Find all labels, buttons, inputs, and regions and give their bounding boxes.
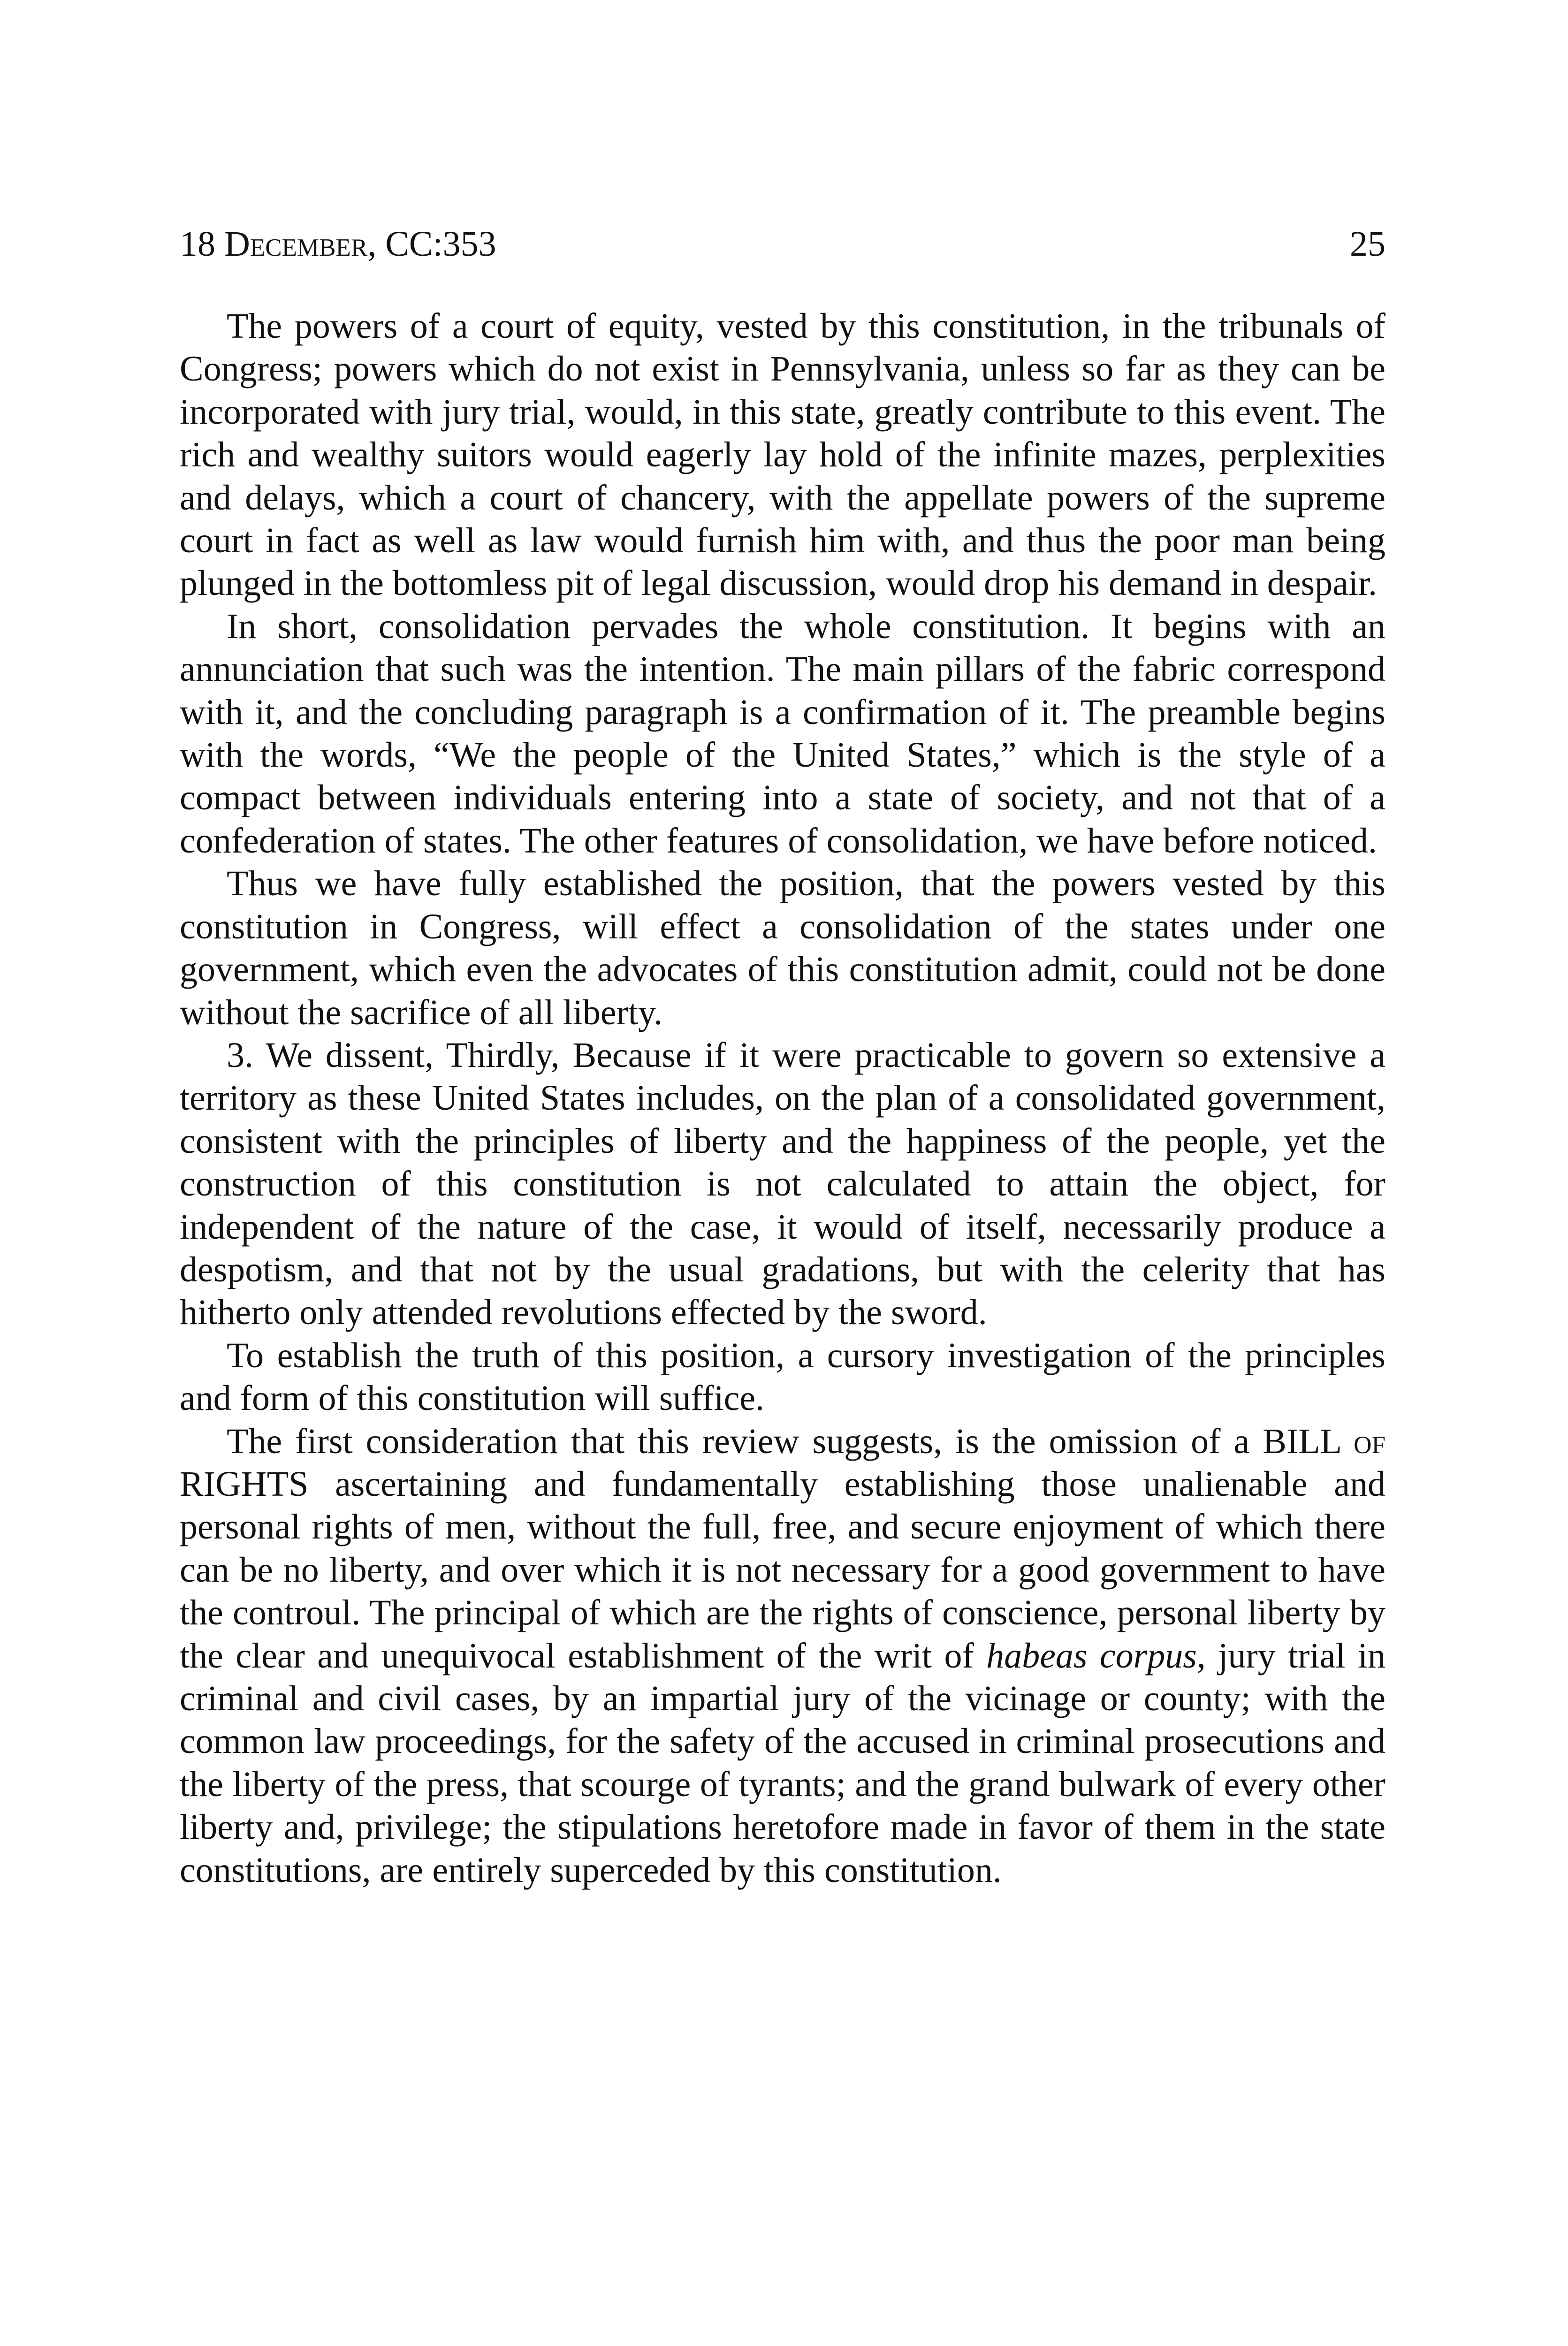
running-head: [180, 221, 1385, 267]
running-head-citation: [180, 221, 496, 267]
bill-of-rights-middle: ascertaining and fundamentally establishing those unalienable and personal rights of men, without the full, free, and secure enjoyment of which there can be no liberty, and over which it is not necessary for a good government to have the controul. The principal of which are the rights of conscience, personal liberty by the clear and unequivocal establishment of the writ of: [180, 1464, 1385, 1676]
paragraph-bill-of-rights: [180, 1420, 1385, 1892]
bill-of-rights-end: , jury trial in criminal and civil cases, by an impartial jury of the vicinage or county; with the common law proceedings, for the safety of the accused in criminal prosecutions and the liberty of the press, that scourge of tyrants; and the grand bulwark of every other liberty and, privilege; the stipulations heretofore made in favor of them in the state constitutions, are entirely superceded by this constitution.: [180, 1636, 1385, 1890]
running-head-reference: , CC:353: [367, 224, 496, 264]
paragraph-court-of-equity: The powers of a court of equity, vested by this constitution, in the tribunals of Congress; powers which do not exist in Pennsylvania, unless so far as they can be incorporated with jury trial, would, in this state, greatly contribute to this event. The rich and wealthy suitors would eagerly lay hold of the infinite mazes, perplexities and delays, which a court of chancery, with the appellate powers of the supreme court in fact as well as law would furnish him with, and thus the poor man being plunged in the bottomless pit of legal discussion, would drop his demand in despair.: [180, 306, 1385, 603]
running-head-month: December: [224, 224, 368, 264]
paragraph-cursory-investigation: To establish the truth of this position, a cursory investigation of the principles and form of this constitution will suffice.: [180, 1335, 1385, 1418]
rights-word: RIGHTS: [180, 1464, 309, 1504]
bill-of-rights-lead: The first consideration that this review suggests, is the omission of a: [227, 1421, 1263, 1461]
paragraph-established-position: Thus we have fully established the position, that the powers vested by this constitution in Congress, will effect a consolidation of the states under one government, which even the advocates of this constitution admit, could not be done without the sacrifice of all liberty.: [180, 864, 1385, 1032]
habeas-corpus-term: habeas corpus: [986, 1636, 1197, 1676]
page-number: 25: [1350, 224, 1385, 264]
bill-word: BILL: [1263, 1421, 1341, 1461]
body-text: [180, 305, 1385, 1892]
paragraph-consolidation: In short, consolidation pervades the whole constitution. It begins with an annunciation that such was the intention. The main pillars of the fabric correspond with it, and the concluding paragraph is a confirmation of it. The preamble begins with the words, “We the people of the United States,” which is the style of a compact between individuals entering into a state of society, and not that of a confederation of states. The other features of consolidation, we have before noticed.: [180, 606, 1385, 861]
running-head-day: 18: [180, 224, 215, 264]
paragraph-third-dissent: 3. We dissent, Thirdly, Because if it were practicable to govern so extensive a territory as these United States includes, on the plan of a consolidated government, consistent with the principles of liberty and the happiness of the people, yet the construction of this constitution is not calculated to attain the object, for independent of the nature of the case, it would of itself, necessarily produce a despotism, and that not by the usual gradations, but with the celerity that has hitherto only attended revolutions effected by the sword.: [180, 1035, 1385, 1333]
of-word: of: [1354, 1421, 1385, 1461]
